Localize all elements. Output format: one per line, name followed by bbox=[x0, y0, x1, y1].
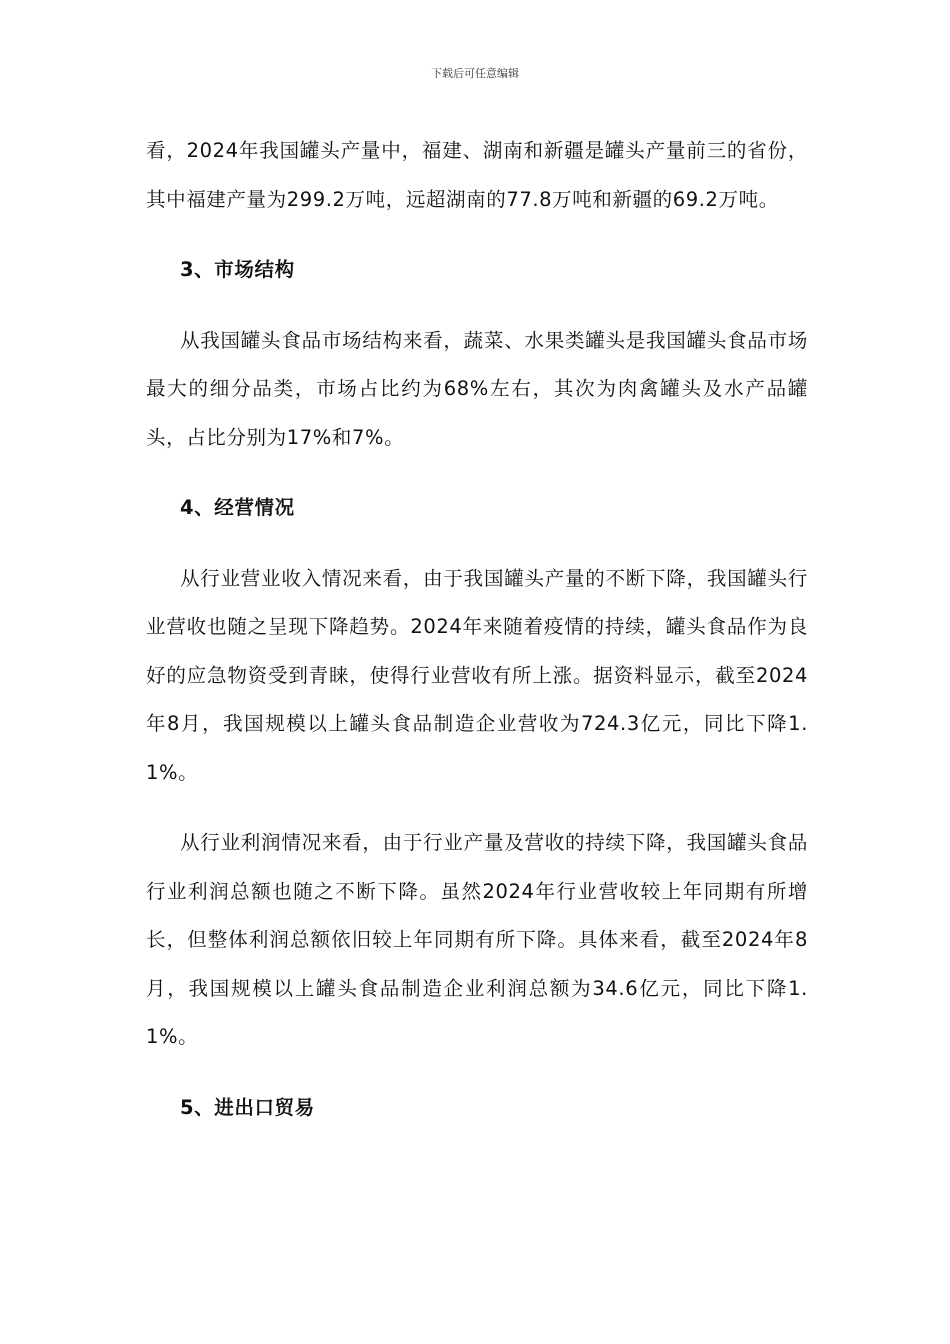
section-heading-trade: 5、进出口贸易 bbox=[180, 1095, 315, 1119]
market-structure-paragraph: 从我国罐头食品市场结构来看，蔬菜、水果类罐头是我国罐头食品市场最大的细分品类，市场占比约为68%左右，其次为肉禽罐头及水产品罐头，占比分别为17%和7%。 bbox=[146, 328, 808, 449]
production-paragraph: 看，2024年我国罐头产量中，福建、湖南和新疆是罐头产量前三的省份，其中福建产量为299.2万吨，远超湖南的77.8万吨和新疆的69.2万吨。 bbox=[146, 139, 808, 211]
section-heading-market-structure: 3、市场结构 bbox=[180, 258, 295, 281]
spacer bbox=[146, 533, 808, 555]
section-heading-operation: 4、经营情况 bbox=[180, 496, 295, 519]
profit-paragraph: 从行业利润情况来看，由于行业产量及营收的持续下降，我国罐头食品行业利润总额也随之不断下降。虽然2024年行业营收较上年同期有所增长，但整体利润总额依旧较上年同期有所下降。具体来看，截至2024年8月，我国规模以上罐头食品制造企业利润总额为34.6亿元，同比下降1.1%。 bbox=[146, 831, 808, 1048]
page-header-note: 下载后可任意编辑 bbox=[431, 67, 519, 80]
spacer bbox=[146, 797, 808, 819]
spacer bbox=[146, 1062, 808, 1084]
spacer bbox=[146, 295, 808, 317]
document-body bbox=[146, 127, 808, 1132]
spacer bbox=[146, 462, 808, 484]
revenue-paragraph: 从行业营业收入情况来看，由于我国罐头产量的不断下降，我国罐头行业营收也随之呈现下降趋势。2024年来随着疫情的持续，罐头食品作为良好的应急物资受到青睐，使得行业营收有所上涨。据资料显示，截至2024年8月，我国规模以上罐头食品制造企业营收为724.3亿元，同比下降1.1%。 bbox=[146, 566, 808, 784]
spacer bbox=[146, 224, 808, 246]
